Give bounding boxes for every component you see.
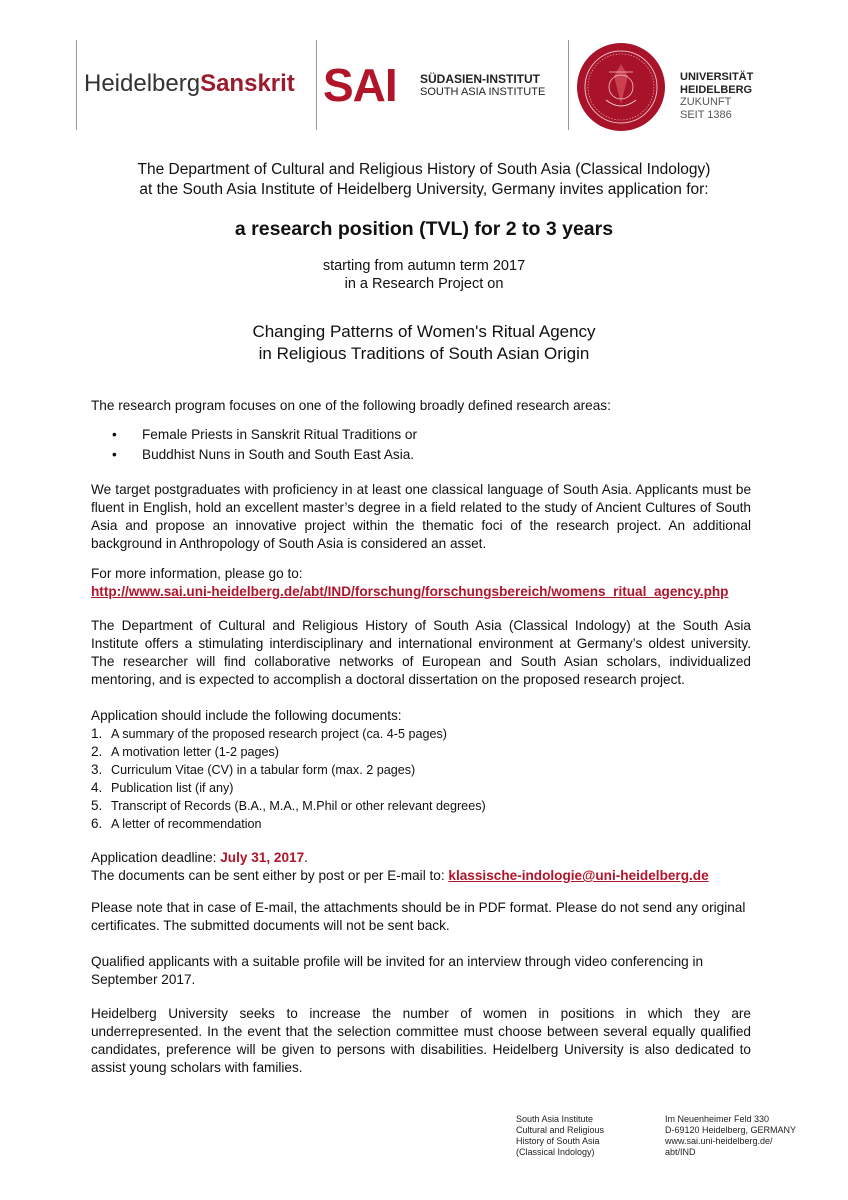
- intro-line1: The Department of Cultural and Religious History of South Asia (Classical Indology): [137, 161, 711, 178]
- list-item: • Female Priests in Sanskrit Ritual Traditions or: [112, 425, 417, 445]
- divider: [76, 40, 77, 130]
- sai-line2: SOUTH ASIA INSTITUTE: [420, 86, 546, 98]
- intro-text: [0, 160, 848, 200]
- email-link[interactable]: klassische-indologie@uni-heidelberg.de: [448, 868, 709, 883]
- position-headline: a research position (TVL) for 2 to 3 years: [234, 218, 614, 240]
- item-number: 1.: [91, 726, 103, 741]
- uni-line2: HEIDELBERG: [680, 83, 753, 96]
- heidelberg-sanskrit-logo: [84, 70, 295, 98]
- footer-line: abt/IND: [665, 1147, 696, 1157]
- item-text: A motivation letter (1-2 pages): [111, 745, 279, 759]
- logo-text-part1: Heidelberg: [84, 70, 201, 97]
- target-paragraph: We target postgraduates with proficiency in at least one classical language of South Asia. Applicants must be fluent in English, hold an excellent master’s degree in a field related to the study of Ancient Cultures of South Asia and propose an innovative project within the thematic foci of the research project. An additional background in Anthropology of South Asia is considered an asset.: [91, 482, 751, 551]
- deadline-period: .: [304, 850, 308, 865]
- deadline-date: July 31, 2017: [220, 850, 305, 865]
- start-line1: starting from autumn term 2017: [322, 258, 526, 274]
- item-number: 4.: [91, 780, 103, 795]
- research-areas-list: [112, 425, 417, 465]
- sai-line1: SÜDASIEN-INSTITUT: [420, 72, 540, 86]
- interview-note: Qualified applicants with a suitable profile will be invited for an interview through video conferencing in September 2017.: [91, 954, 704, 987]
- send-label: The documents can be sent either by post or per E-mail to:: [91, 868, 449, 883]
- university-logo-text: [680, 71, 753, 121]
- project-line2: in Religious Traditions of South Asian Origin: [258, 344, 590, 363]
- documents-list: [91, 725, 486, 833]
- university-seal-icon: [576, 42, 666, 132]
- item-text: Curriculum Vitae (CV) in a tabular form (max. 2 pages): [111, 763, 416, 777]
- more-info: [91, 565, 751, 601]
- divider: [568, 40, 569, 130]
- deadline-block: [91, 849, 751, 885]
- start-line2: in a Research Project on: [344, 276, 504, 292]
- footer-line: Im Neuenheimer Feld 330: [665, 1114, 770, 1124]
- uni-line4: SEIT 1386: [680, 108, 732, 121]
- footer-line: www.sai.uni-heidelberg.de/: [665, 1136, 773, 1146]
- project-link[interactable]: http://www.sai.uni-heidelberg.de/abt/IND/forschung/forschungsbereich/womens_ritual_agency.php: [91, 584, 729, 599]
- more-info-label: For more information, please go to:: [91, 566, 303, 581]
- item-text: A letter of recommendation: [111, 817, 262, 831]
- deadline-label: Application deadline:: [91, 850, 221, 865]
- footer-line: South Asia Institute: [516, 1114, 594, 1124]
- start-info: [0, 257, 848, 293]
- send-line: [91, 867, 751, 885]
- item-text: Publication list (if any): [111, 781, 234, 795]
- sai-logo: SAI: [323, 59, 397, 111]
- footer-line: Cultural and Religious: [516, 1125, 605, 1135]
- item-number: 3.: [91, 762, 103, 777]
- list-item: [91, 797, 486, 815]
- deadline-line: [91, 849, 751, 867]
- pdf-note: Please note that in case of E-mail, the attachments should be in PDF format. Please do not send any original certificates. The submitted documents will not be sent back.: [91, 900, 746, 933]
- item-number: 2.: [91, 744, 103, 759]
- sai-logo-text: [420, 73, 545, 99]
- footer-line: History of South Asia: [516, 1136, 600, 1146]
- item-number: 5.: [91, 798, 103, 813]
- research-intro: The research program focuses on one of the following broadly defined research areas:: [91, 398, 611, 413]
- equality-note: Heidelberg University seeks to increase the number of women in positions in which they are underrepresented. In the event that the selection committee must choose between several equally qualified candidates, preference will be given to persons with disabilities. Heidelberg University is also dedicated to assist young scholars with families.: [91, 1006, 751, 1075]
- footer-line: (Classical Indology): [516, 1147, 595, 1157]
- uni-line3: ZUKUNFT: [680, 96, 732, 108]
- divider: [316, 40, 317, 130]
- footer-institute: [516, 1114, 604, 1158]
- list-item: [91, 815, 486, 833]
- application-intro: Application should include the following documents:: [91, 708, 402, 723]
- list-item: [91, 779, 486, 797]
- department-paragraph: The Department of Cultural and Religious History of South Asia (Classical Indology) at the South Asia Institute offers a stimulating interdisciplinary and international environment at Germany’s oldest university. The researcher will find collaborative networks of European and South Asian scholars, individualized mentoring, and is expected to accomplish a doctoral dissertation on the proposed research project.: [91, 618, 751, 687]
- intro-line2: at the South Asia Institute of Heidelberg University, Germany invites application for:: [139, 181, 709, 198]
- uni-line1: UNIVERSITÄT: [680, 71, 754, 83]
- item-text: A summary of the proposed research project (ca. 4-5 pages): [111, 727, 447, 741]
- item-text: Transcript of Records (B.A., M.A., M.Phil or other relevant degrees): [111, 799, 486, 813]
- list-item: [91, 743, 486, 761]
- project-title: [0, 321, 848, 365]
- list-item: • Buddhist Nuns in South and South East Asia.: [112, 445, 417, 465]
- footer-line: D-69120 Heidelberg, GERMANY: [665, 1125, 797, 1135]
- list-item: [91, 725, 486, 743]
- letterhead: [0, 0, 848, 140]
- project-line1: Changing Patterns of Women's Ritual Agency: [252, 322, 596, 341]
- item-number: 6.: [91, 816, 103, 831]
- logo-text-part2: Sanskrit: [200, 70, 295, 97]
- list-item: [91, 761, 486, 779]
- footer-address: [665, 1114, 796, 1158]
